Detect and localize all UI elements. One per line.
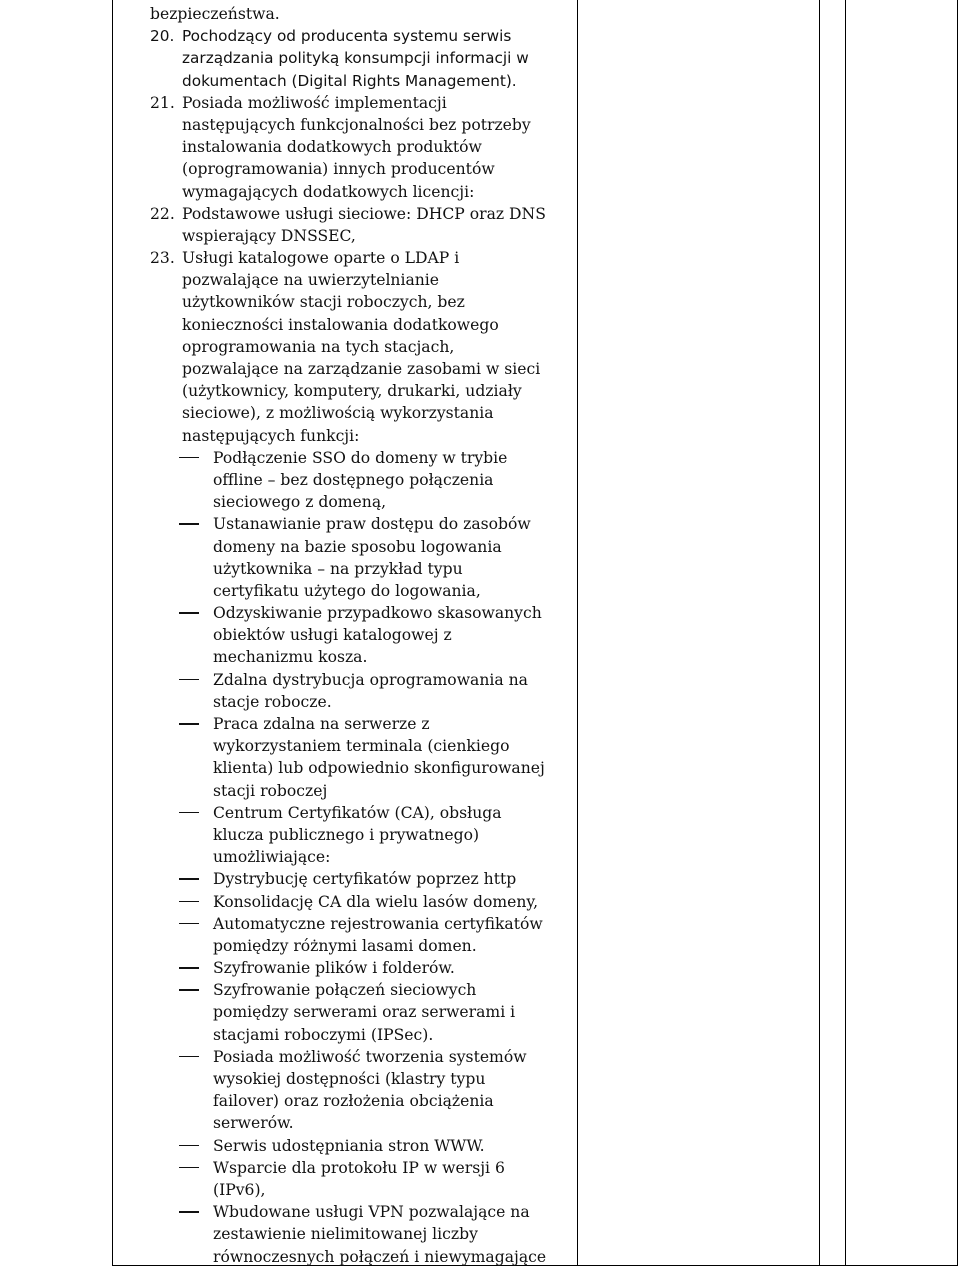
dash-list-item: [150, 602, 575, 669]
item-text-line: Posiada możliwość implementacji: [182, 93, 447, 112]
item-number: 21.: [150, 93, 175, 112]
dash-list-item: [150, 669, 575, 713]
item-text-line: wymagających dodatkowych licencji:: [182, 182, 475, 201]
item-text-line: pozwalające na zarządzanie zasobami w sieci: [182, 360, 541, 378]
dash-item-text-line: Praca zdalna na serwerze z: [213, 715, 430, 733]
dash-item-text-line: offline – bez dostępnego połączenia: [213, 470, 494, 489]
dash-item-text-line: pomiędzy serwerami oraz serwerami i: [213, 1003, 516, 1022]
dash-item-text-line: Szyfrowanie plików i folderów.: [213, 959, 455, 978]
item-number: 23.: [150, 249, 175, 268]
item-text-line: dokumentach (Digital Rights Management).: [182, 71, 517, 90]
table-cell-specification: [150, 3, 575, 1268]
dash-bullet-icon: [179, 723, 199, 725]
item-text-line: (użytkownicy, komputery, drukarki, udziały: [182, 382, 522, 401]
item-text-line: (oprogramowania) innych producentów: [182, 160, 495, 179]
dash-item-text-line: Posiada możliwość tworzenia systemów: [213, 1047, 527, 1066]
dash-item-text-line: klienta) lub odpowiednio skonfigurowanej: [213, 759, 545, 778]
dash-item-text-line: równoczesnych połączeń i niewymagające: [213, 1247, 547, 1266]
dash-item-text-line: mechanizmu kosza.: [213, 648, 368, 667]
dash-item-text-line: stacjami roboczymi (IPSec).: [213, 1025, 434, 1044]
numbered-item: [150, 25, 575, 92]
dash-item-text-line: Podłączenie SSO do domeny w trybie: [213, 448, 508, 467]
item-text-line: Pochodzący od producenta systemu serwis: [182, 27, 512, 46]
dash-bullet-icon: [179, 1145, 199, 1147]
table-border-col4: [845, 0, 846, 1265]
dash-list-item: [150, 1135, 575, 1157]
dash-item-text-line: stacji roboczej: [213, 781, 328, 800]
dash-bullet-icon: [179, 1167, 199, 1169]
item-text-line: instalowania dodatkowych produktów: [182, 138, 482, 157]
item-text-line: następujących funkcji:: [182, 426, 360, 445]
dash-item-text-line: Wbudowane usługi VPN pozwalające na: [213, 1203, 530, 1222]
item-text-line: wspierający DNSSEC,: [182, 226, 356, 245]
dash-list-item: [150, 802, 575, 869]
dash-list-item: [150, 1046, 575, 1135]
dash-item-text-line: Serwis udostępniania stron WWW.: [213, 1136, 485, 1155]
dash-item-text-line: certyfikatu użytego do logowania,: [213, 581, 481, 600]
dash-item-text-line: umożliwiające:: [213, 848, 331, 867]
table-border-col2: [577, 0, 578, 1265]
dash-item-text-line: Zdalna dystrybucja oprogramowania na: [213, 670, 528, 689]
dash-list-item: [150, 513, 575, 602]
numbered-item: [150, 92, 575, 203]
table-border-col3: [819, 0, 820, 1265]
dash-item-text-line: Ustanawianie praw dostępu do zasobów: [213, 515, 531, 534]
dash-item-text-line: klucza publicznego i prywatnego): [213, 825, 480, 844]
dash-item-text-line: Szyfrowanie połączeń sieciowych: [213, 981, 477, 1000]
dash-bullet-icon: [179, 1211, 199, 1213]
numbered-item: [150, 203, 575, 247]
dash-bullet-icon: [179, 901, 199, 903]
dash-item-text-line: stacje robocze.: [213, 692, 332, 711]
item-number: 22.: [150, 204, 175, 223]
dash-item-text-line: Dystrybucję certyfikatów poprzez http: [213, 870, 517, 889]
item-text-line: Podstawowe usługi sieciowe: DHCP oraz DNS: [182, 204, 546, 223]
dash-bullet-icon: [179, 812, 199, 814]
item-text: [182, 203, 575, 247]
dash-item-text-line: obiektów usługi katalogowej z: [213, 626, 452, 645]
dash-bullet-icon: [179, 679, 199, 681]
dash-item-text-line: wysokiej dostępności (klastry typu: [213, 1070, 486, 1088]
dash-list-item: [150, 447, 575, 514]
item-text: [182, 92, 575, 203]
dash-list-item: [150, 891, 575, 913]
dash-item-text-line: wykorzystaniem terminala (cienkiego: [213, 737, 510, 756]
item-text: [182, 25, 575, 92]
dash-item-text-line: serwerów.: [213, 1114, 294, 1133]
dash-item-text-line: Wsparcie dla protokołu IP w wersji 6: [213, 1158, 505, 1177]
dash-item-text-line: failover) oraz rozłożenia obciążenia: [213, 1092, 494, 1111]
dash-bullet-icon: [179, 523, 199, 525]
dash-bullet-icon: [179, 457, 199, 459]
dash-bullet-icon: [179, 989, 199, 991]
dash-item-text-line: Konsolidację CA dla wielu lasów domeny,: [213, 892, 539, 911]
table-border-right: [957, 0, 958, 1265]
dash-list-item: [150, 957, 575, 979]
dash-list-item: [150, 868, 575, 890]
item-text-line: oprogramowania na tych stacjach,: [182, 337, 455, 356]
dash-list-item: [150, 713, 575, 802]
dash-item-text-line: Centrum Certyfikatów (CA), obsługa: [213, 803, 502, 822]
item-text-line: sieciowe), z możliwością wykorzystania: [182, 404, 494, 423]
item-text: [182, 247, 575, 447]
continuation-line: bezpieczeństwa.: [150, 5, 280, 23]
item-text-line: zarządzania polityką konsumpcji informacji w: [182, 49, 529, 68]
item-text-line: następujących funkcjonalności bez potrzeby: [182, 115, 531, 134]
item-text-line: pozwalające na uwierzytelnianie: [182, 271, 440, 290]
dash-bullet-icon: [179, 967, 199, 969]
dash-item-text-line: domeny na bazie sposobu logowania: [213, 537, 502, 556]
item-text-line: konieczności instalowania dodatkowego: [182, 315, 499, 334]
dash-bullet-icon: [179, 923, 199, 925]
dash-bullet-icon: [179, 612, 199, 614]
dash-item-text-line: zestawienie nielimitowanej liczby: [213, 1225, 478, 1244]
item-number: 20.: [150, 27, 175, 46]
dash-item-text-line: sieciowego z domeną,: [213, 493, 387, 512]
dash-list-item: [150, 1201, 575, 1268]
item-text-line: użytkowników stacji roboczych, bez: [182, 293, 465, 312]
dash-list-item: [150, 1157, 575, 1201]
dash-list-item: [150, 979, 575, 1046]
table-border-left: [112, 0, 113, 1265]
dash-bullet-icon: [179, 1056, 199, 1058]
item-text-line: Usługi katalogowe oparte o LDAP i: [182, 249, 460, 268]
dash-item-text-line: Odzyskiwanie przypadkowo skasowanych: [213, 604, 542, 623]
dash-item-text-line: pomiędzy różnymi lasami domen.: [213, 936, 477, 955]
dash-item-text-line: (IPv6),: [213, 1180, 266, 1199]
dash-list-item: [150, 913, 575, 957]
dash-item-text-line: Automatyczne rejestrowania certyfikatów: [213, 914, 543, 933]
numbered-item: [150, 247, 575, 447]
dash-bullet-icon: [179, 878, 199, 880]
dash-item-text-line: użytkownika – na przykład typu: [213, 559, 463, 578]
